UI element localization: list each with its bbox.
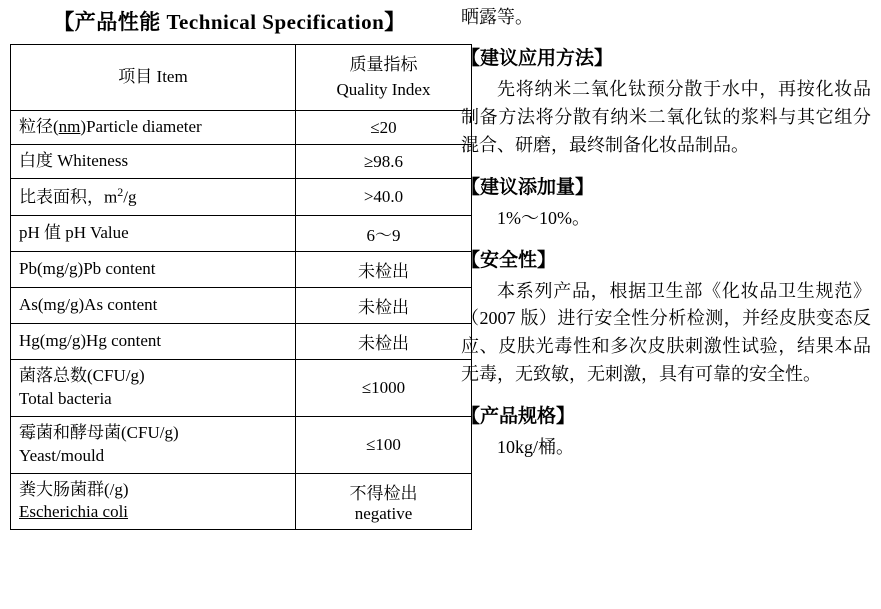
section-heading-product-spec: 【产品规格】	[461, 406, 576, 428]
row-index-as-content: 未检出	[296, 287, 472, 323]
row-index-escherichia-coli-line1: 不得检出	[349, 483, 418, 503]
section-body-product-spec: 10kg/桶。	[497, 437, 575, 458]
table-header-row	[11, 45, 472, 111]
row-item-as-content: As(mg/g)As content	[11, 287, 296, 323]
row-index-total-bacteria: ≤1000	[296, 359, 472, 416]
item-text-underlined: nm	[58, 117, 81, 137]
item-text-prefix: 粒径(	[19, 117, 59, 137]
item-text-tail: /g	[123, 187, 137, 207]
table-row	[11, 145, 472, 179]
row-item-total-bacteria-line1: 菌落总数(CFU/g)	[19, 365, 145, 385]
row-item-pb-content: Pb(mg/g)Pb content	[11, 251, 296, 287]
item-text-superscript: 2	[117, 185, 124, 200]
table-row	[11, 215, 472, 251]
row-index-ph-value: 6～9	[296, 215, 472, 251]
table-row	[11, 287, 472, 323]
table-row	[11, 251, 472, 287]
column-header-quality-index	[296, 45, 472, 111]
section-body-application-method: 先将纳米二氧化钛预分散于水中，再按化妆品制备方法将分散有纳米二氧化钛的浆料与其它组分混合、研磨，最终制备化妆品制品。	[461, 79, 871, 155]
row-item-hg-content: Hg(mg/g)Hg content	[11, 323, 296, 359]
section-heading-application-method: 【建议应用方法】	[461, 48, 614, 69]
row-item-particle-diameter	[11, 111, 296, 145]
row-item-whiteness: 白度 Whiteness	[11, 145, 296, 179]
row-item-total-bacteria	[11, 359, 296, 416]
row-item-yeast-mould-line1: 霉菌和酵母菌(CFU/g)	[19, 422, 179, 442]
column-header-quality-index-line1: 质量指标	[349, 55, 418, 74]
section-heading-dosage: 【建议添加量】	[461, 176, 595, 198]
row-index-escherichia-coli	[296, 473, 472, 530]
row-index-escherichia-coli-line2: negative	[354, 503, 413, 523]
specification-title: 【产品性能 Technical Specification】	[53, 10, 406, 34]
row-item-yeast-mould	[11, 416, 296, 473]
row-index-whiteness: ≥98.6	[296, 145, 472, 179]
table-row	[11, 323, 472, 359]
description-column	[457, 0, 881, 609]
continuation-text: 晒露等。	[461, 7, 533, 27]
section-body-safety: 本系列产品，根据卫生部《化妆品卫生规范》（2007 版）进行安全性分析检测，并经皮肤变态反应、皮肤光毒性和多次皮肤刺激性试验，结果本品无毒，无致敏，无刺激，具有可靠的安全性。	[461, 280, 871, 385]
row-index-specific-surface-area: >40.0	[296, 179, 472, 216]
section-heading-safety: 【安全性】	[461, 249, 557, 271]
row-item-yeast-mould-line2: Yeast/mould	[19, 445, 105, 465]
row-index-pb-content: 未检出	[296, 251, 472, 287]
item-text-suffix: )Particle diameter	[80, 117, 202, 137]
row-item-escherichia-coli	[11, 473, 296, 530]
row-item-specific-surface-area	[11, 179, 296, 216]
item-text-base: 比表面积，m	[19, 187, 118, 207]
table-row	[11, 359, 472, 416]
table-row	[11, 111, 472, 145]
specification-table	[10, 44, 472, 530]
row-index-particle-diameter: ≤20	[296, 111, 472, 145]
table-row	[11, 473, 472, 530]
row-index-hg-content: 未检出	[296, 323, 472, 359]
section-body-dosage: 1%～10%。	[497, 207, 590, 228]
row-item-escherichia-coli-line2: Escherichia coli	[19, 502, 129, 522]
column-header-quality-index-line2: Quality Index	[336, 79, 431, 99]
table-row	[11, 416, 472, 473]
row-item-ph-value: pH 值 pH Value	[11, 215, 296, 251]
row-item-escherichia-coli-line1: 粪大肠菌群(/g)	[19, 479, 129, 499]
row-item-total-bacteria-line2: Total bacteria	[19, 388, 112, 408]
table-row	[11, 179, 472, 216]
row-index-yeast-mould: ≤100	[296, 416, 472, 473]
column-header-item: 项目 Item	[11, 45, 296, 111]
